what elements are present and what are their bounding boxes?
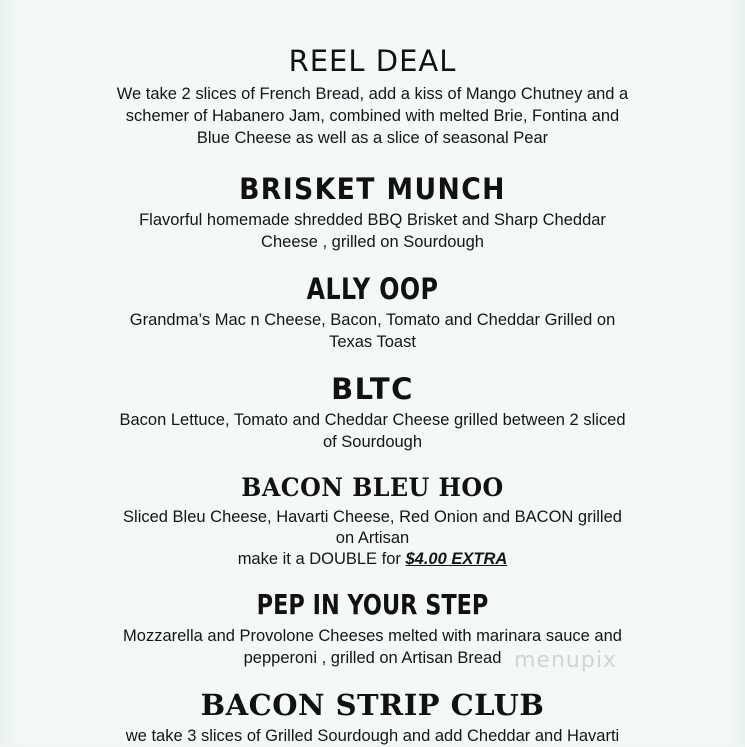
description-line: of Sourdough xyxy=(322,433,423,451)
description-line: schemer of Habanero Jam, combined with melted Brie, Fontina and xyxy=(125,107,620,125)
description-line: We take 2 slices of French Bread, add a kiss of Mango Chutney and a xyxy=(116,85,629,103)
item-title: BACON BLEU HOO xyxy=(241,473,504,502)
menu-item-ally-oop xyxy=(0,272,745,353)
description-line: Bacon Lettuce, Tomato and Cheddar Cheese grilled between 2 sliced xyxy=(119,411,626,429)
item-description xyxy=(0,209,745,253)
item-description xyxy=(0,625,745,669)
item-description xyxy=(0,409,745,453)
description-line: Blue Cheese as well as a slice of seasonal Pear xyxy=(196,129,549,147)
menu-item-bacon-bleu-hoo xyxy=(0,475,745,570)
description-line: Sliced Bleu Cheese, Havarti Cheese, Red Onion and BACON grilled xyxy=(123,508,622,526)
double-offer xyxy=(0,549,745,570)
item-description xyxy=(0,83,745,149)
description-line: we take 3 slices of Grilled Sourdough and add Cheddar and Havarti xyxy=(125,727,620,745)
description-line: Grandma’s Mac n Cheese, Bacon, Tomato and Cheddar Grilled on xyxy=(129,311,616,329)
description-line: Cheese , grilled on Sourdough xyxy=(261,233,484,251)
item-title: BACON STRIP CLUB xyxy=(200,688,545,722)
item-title: ALLY OOP xyxy=(306,272,439,306)
item-title: BLTC xyxy=(331,372,414,406)
double-offer-price: $4.00 EXTRA xyxy=(405,550,508,568)
item-description xyxy=(0,507,745,570)
item-title: PEP IN YOUR STEP xyxy=(256,588,489,621)
description-line: on Artisan xyxy=(335,529,410,547)
item-title: BRISKET MUNCH xyxy=(239,172,506,206)
item-title: REEL DEAL xyxy=(288,44,457,78)
description-line: Mozzarella and Provolone Cheeses melted with marinara sauce and xyxy=(123,627,622,645)
double-offer-text: make it a DOUBLE for xyxy=(237,550,406,568)
menu-item-bltc xyxy=(0,372,745,453)
item-description xyxy=(0,725,745,747)
menu-item-reel-deal xyxy=(0,44,745,149)
item-description xyxy=(0,309,745,353)
menu-item-pep-in-your-step xyxy=(0,588,745,669)
menu-item-bacon-strip-club xyxy=(0,688,745,747)
description-line: Flavorful homemade shredded BBQ Brisket and Sharp Cheddar xyxy=(139,211,606,229)
watermark: menupix xyxy=(514,648,617,673)
description-line: pepperoni , grilled on Artisan Bread xyxy=(243,649,502,667)
menu-item-brisket-munch xyxy=(0,172,745,253)
description-line: Texas Toast xyxy=(329,333,416,351)
